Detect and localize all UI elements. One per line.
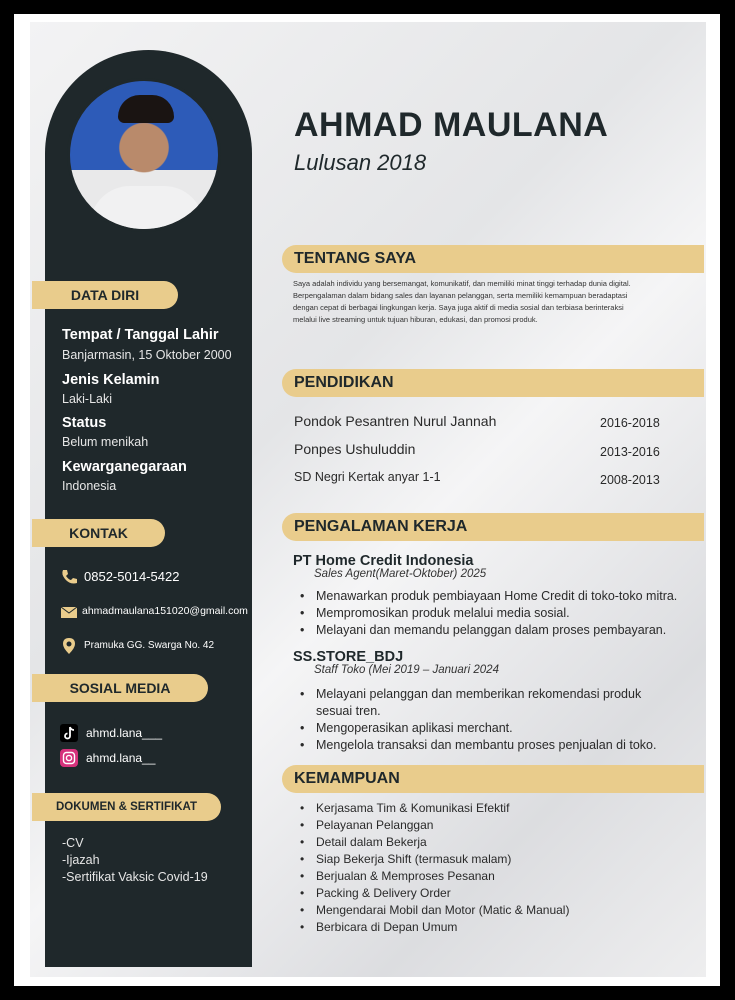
job-role: Staff Toko (Mei 2019 – Januari 2024 bbox=[314, 664, 499, 676]
about-line: Saya adalah individu yang bersemangat, komunikatif, dan memiliki minat tinggi terhadap dunia digital. bbox=[293, 279, 631, 288]
data-diri-heading: DATA DIRI bbox=[32, 281, 178, 309]
skill-item: • Packing & Delivery Order bbox=[300, 885, 569, 902]
school-name: Ponpes Ushuluddin bbox=[294, 441, 416, 457]
instagram-icon bbox=[60, 749, 78, 767]
tiktok-handle: ahmd.lana___ bbox=[86, 726, 163, 740]
location-icon bbox=[60, 637, 78, 655]
school-years: 2016-2018 bbox=[600, 416, 660, 430]
email-icon bbox=[60, 603, 78, 621]
birth-value: Banjarmasin, 15 Oktober 2000 bbox=[62, 348, 232, 362]
about-text bbox=[293, 278, 708, 326]
education-heading: PENDIDIKAN bbox=[282, 369, 704, 397]
school-years: 2008-2013 bbox=[600, 473, 660, 487]
skill-item: • Mengendarai Mobil dan Motor (Matic & Manual) bbox=[300, 902, 569, 919]
status-value: Belum menikah bbox=[62, 435, 149, 449]
kontak-heading: KONTAK bbox=[32, 519, 165, 547]
dokumen-item: -Sertifikat Vaksic Covid-19 bbox=[62, 870, 208, 884]
address: Pramuka GG. Swarga No. 42 bbox=[84, 640, 215, 651]
skill-item: • Detail dalam Bekerja bbox=[300, 834, 569, 851]
full-name: AHMAD MAULANA bbox=[294, 106, 609, 144]
job-tasks bbox=[300, 588, 677, 639]
birth-label: Tempat / Tanggal Lahir bbox=[62, 327, 219, 343]
email-address: ahmadmaulana151020@gmail.com bbox=[82, 605, 248, 617]
skills-list bbox=[300, 800, 569, 936]
skill-item: • Berbicara di Depan Umum bbox=[300, 919, 569, 936]
job-tasks bbox=[300, 686, 680, 754]
nationality-value: Indonesia bbox=[62, 479, 117, 493]
experience-heading: PENGALAMAN KERJA bbox=[282, 513, 704, 541]
subtitle: Lulusan 2018 bbox=[294, 150, 427, 175]
task-item: • Melayani pelanggan dan memberikan rekomendasi produk sesuai tren. bbox=[300, 686, 680, 720]
company-name: PT Home Credit Indonesia bbox=[293, 553, 474, 569]
gender-value: Laki-Laki bbox=[62, 392, 113, 406]
skills-heading: KEMAMPUAN bbox=[282, 765, 704, 793]
sosial-media-heading: SOSIAL MEDIA bbox=[32, 674, 208, 702]
company-name: SS.STORE_BDJ bbox=[293, 649, 404, 665]
task-item: • Mempromosikan produk melalui media sosial. bbox=[300, 605, 677, 622]
school-years: 2013-2016 bbox=[600, 445, 660, 459]
dokumen-item: -Ijazah bbox=[62, 853, 100, 867]
instagram-handle: ahmd.lana__ bbox=[86, 751, 156, 765]
about-line: Berpengalaman dalam bidang sales dan layanan pelanggan, serta memiliki kemampuan beradaptasi bbox=[293, 291, 628, 300]
skill-item: • Berjualan & Memproses Pesanan bbox=[300, 868, 569, 885]
skill-item: • Pelayanan Pelanggan bbox=[300, 817, 569, 834]
tiktok-icon bbox=[60, 724, 78, 742]
task-item: • Menawarkan produk pembiayaan Home Credit di toko-toko mitra. bbox=[300, 588, 677, 605]
job-role: Sales Agent(Maret-Oktober) 2025 bbox=[314, 568, 487, 580]
task-item: • Mengoperasikan aplikasi merchant. bbox=[300, 720, 680, 737]
skill-item: • Siap Bekerja Shift (termasuk malam) bbox=[300, 851, 569, 868]
profile-photo bbox=[67, 78, 221, 232]
gender-label: Jenis Kelamin bbox=[62, 372, 160, 388]
task-item: • Mengelola transaksi dan membantu proses penjualan di toko. bbox=[300, 737, 680, 754]
dokumen-item: -CV bbox=[62, 836, 84, 850]
about-line: dengan cepat di berbagai lingkungan kerja. Saya juga aktif di media sosial dan terbiasa berinteraksi bbox=[293, 303, 624, 312]
task-item: • Melayani dan memandu pelanggan dalam proses pembayaran. bbox=[300, 622, 677, 639]
about-line: melalui live streaming untuk tujuan hiburan, edukasi, dan promosi produk. bbox=[293, 315, 538, 324]
dokumen-heading: DOKUMEN & SERTIFIKAT bbox=[32, 793, 221, 821]
phone-number: 0852-5014-5422 bbox=[84, 569, 180, 584]
school-name: Pondok Pesantren Nurul Jannah bbox=[294, 413, 497, 429]
nationality-label: Kewarganegaraan bbox=[62, 459, 187, 475]
status-label: Status bbox=[62, 415, 107, 431]
phone-icon bbox=[60, 568, 78, 586]
school-name: SD Negri Kertak anyar 1-1 bbox=[294, 470, 441, 484]
skill-item: • Kerjasama Tim & Komunikasi Efektif bbox=[300, 800, 569, 817]
about-heading: TENTANG SAYA bbox=[282, 245, 704, 273]
